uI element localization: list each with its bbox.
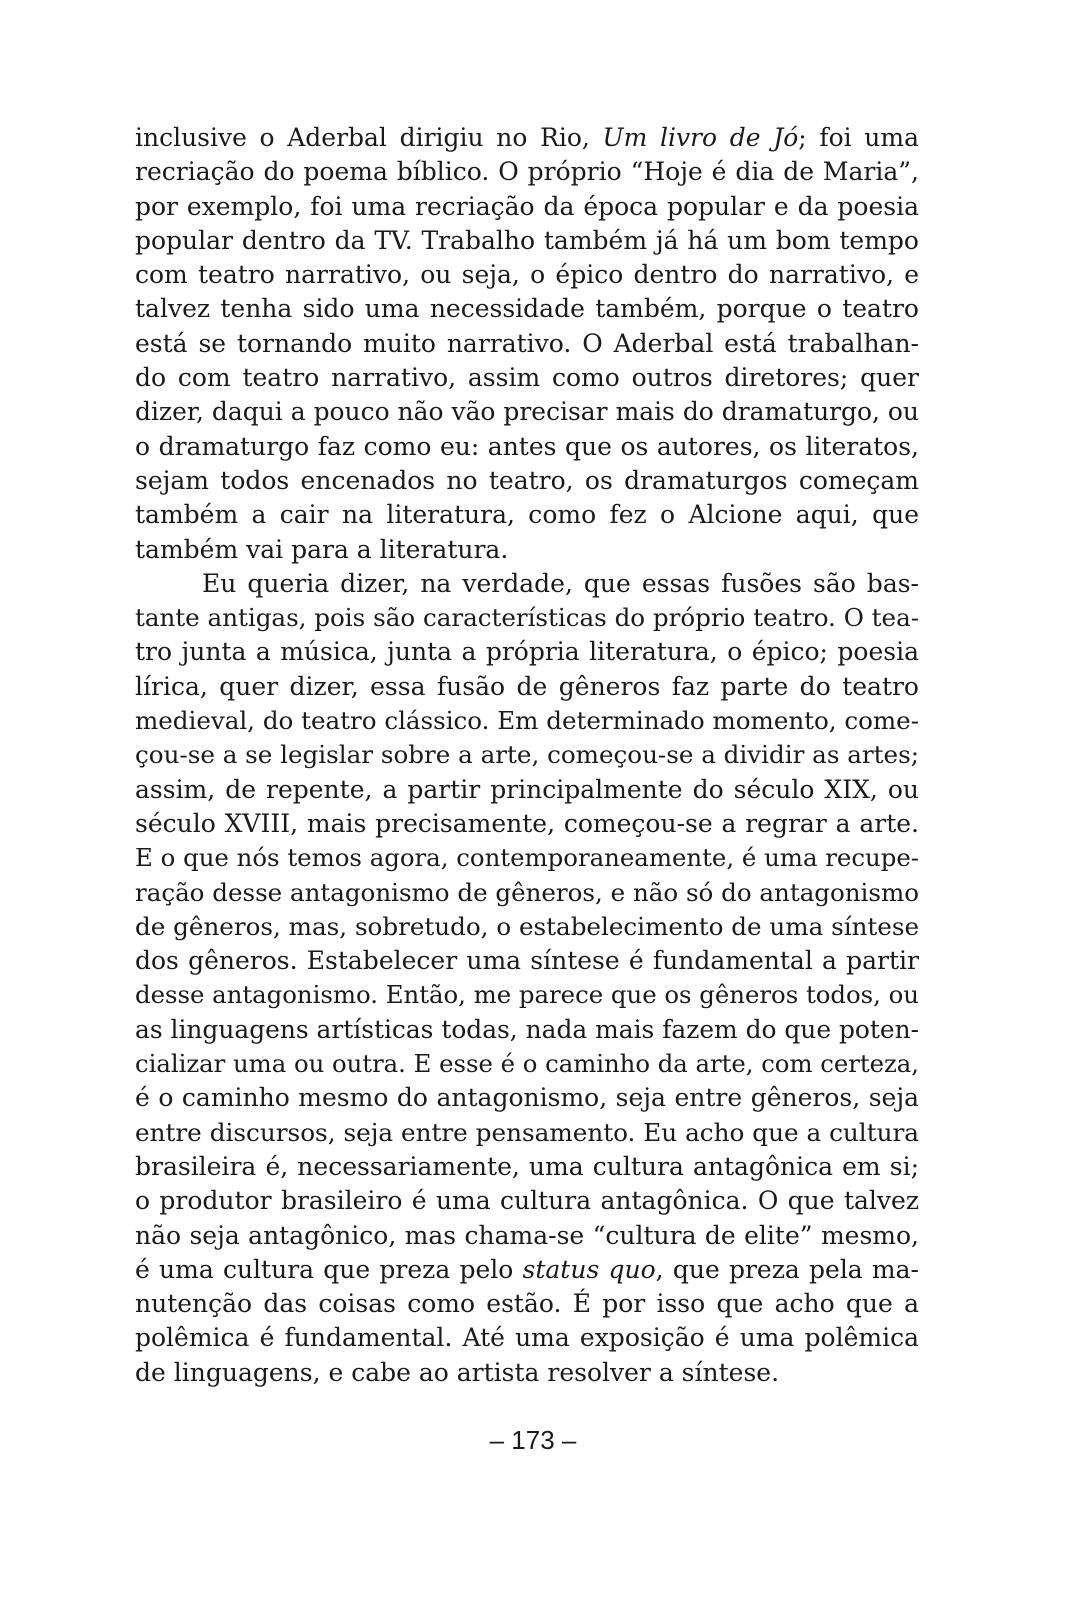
text-line: nutenção das coisas como estão. É por isso que acho que a (135, 1289, 919, 1319)
text-line: talvez tenha sido uma necessidade também, porque o teatro (135, 294, 919, 324)
text-line: dos gêneros. Estabelecer uma síntese é fundamental a partir (135, 946, 919, 976)
text-line: de gêneros, mas, sobretudo, o estabelecimento de uma síntese (135, 911, 919, 941)
text-line: desse antagonismo. Então, me parece que os gêneros todos, ou (135, 980, 919, 1010)
page-number: – 173 – (489, 1425, 577, 1455)
text-line: entre discursos, seja entre pensamento. Eu acho que a cultura (135, 1117, 919, 1147)
text-line: não seja antagônico, mas chama-se “cultura de elite” mesmo, (135, 1220, 919, 1250)
text-line: século XVIII, mais precisamente, começou-se a regrar a arte. (135, 808, 919, 838)
text-line: o produtor brasileiro é uma cultura antagônica. O que talvez (135, 1186, 919, 1216)
text-line: tante antigas, pois são características do próprio teatro. O tea- (135, 603, 919, 633)
body-text (135, 121, 919, 1390)
text-line: sejam todos encenados no teatro, os dramaturgos começam (135, 465, 919, 495)
text-line: dizer, daqui a pouco não vão precisar mais do dramaturgo, ou (135, 397, 919, 427)
text-line: é o caminho mesmo do antagonismo, seja entre gêneros, seja (135, 1083, 919, 1113)
italic-text: Um livro de Jó (602, 123, 799, 152)
text-line: do com teatro narrativo, assim como outros diretores; quer (135, 363, 919, 393)
text-span: ; foi uma (798, 123, 919, 152)
text-line: tro junta a música, junta a própria literatura, o épico; poesia (135, 637, 919, 667)
text-line: brasileira é, necessariamente, uma cultura antagônica em si; (135, 1151, 919, 1181)
text-line: assim, de repente, a partir principalmente do século XIX, ou (135, 774, 919, 804)
text-span: inclusive o Aderbal dirigiu no Rio, (135, 123, 603, 152)
text-line: recriação do poema bíblico. O próprio “Hoje é dia de Maria”, (135, 157, 919, 187)
text-line: com teatro narrativo, ou seja, o épico dentro do narrativo, e (135, 260, 919, 290)
text-line: popular dentro da TV. Trabalho também já há um bom tempo (135, 225, 919, 255)
text-line: de linguagens, e cabe ao artista resolver a síntese. (135, 1357, 780, 1387)
text-line: está se tornando muito narrativo. O Aderbal está trabalhan- (135, 328, 919, 358)
text-line (135, 1253, 919, 1287)
text-line: por exemplo, foi uma recriação da época popular e da poesia (135, 191, 919, 221)
text-line: ração desse antagonismo de gêneros, e não só do antagonismo (135, 877, 919, 907)
text-line: o dramaturgo faz como eu: antes que os autores, os literatos, (135, 431, 919, 461)
text-line: çou-se a se legislar sobre a arte, começou-se a dividir as artes; (135, 740, 919, 770)
text-span: é uma cultura que preza pelo (135, 1254, 523, 1284)
text-line: E o que nós temos agora, contemporaneamente, é uma recupe- (135, 843, 919, 873)
italic-text: status quo (522, 1254, 656, 1284)
text-line: cializar uma ou outra. E esse é o caminho da arte, com certeza, (135, 1049, 919, 1079)
text-line: as linguagens artísticas todas, nada mais fazem do que poten- (135, 1014, 919, 1044)
text-line: polêmica é fundamental. Até uma exposição é uma polêmica (135, 1323, 919, 1353)
text-line: Eu queria dizer, na verdade, que essas fusões são bas- (202, 568, 919, 598)
text-line: também a cair na literatura, como fez o Alcione aqui, que (135, 500, 919, 530)
text-line: medieval, do teatro clássico. Em determinado momento, come- (135, 706, 919, 736)
text-span: , que preza pela ma- (655, 1254, 919, 1284)
text-line (135, 121, 919, 155)
text-line: lírica, quer dizer, essa fusão de gêneros faz parte do teatro (135, 671, 919, 701)
text-line: também vai para a literatura. (135, 534, 509, 564)
